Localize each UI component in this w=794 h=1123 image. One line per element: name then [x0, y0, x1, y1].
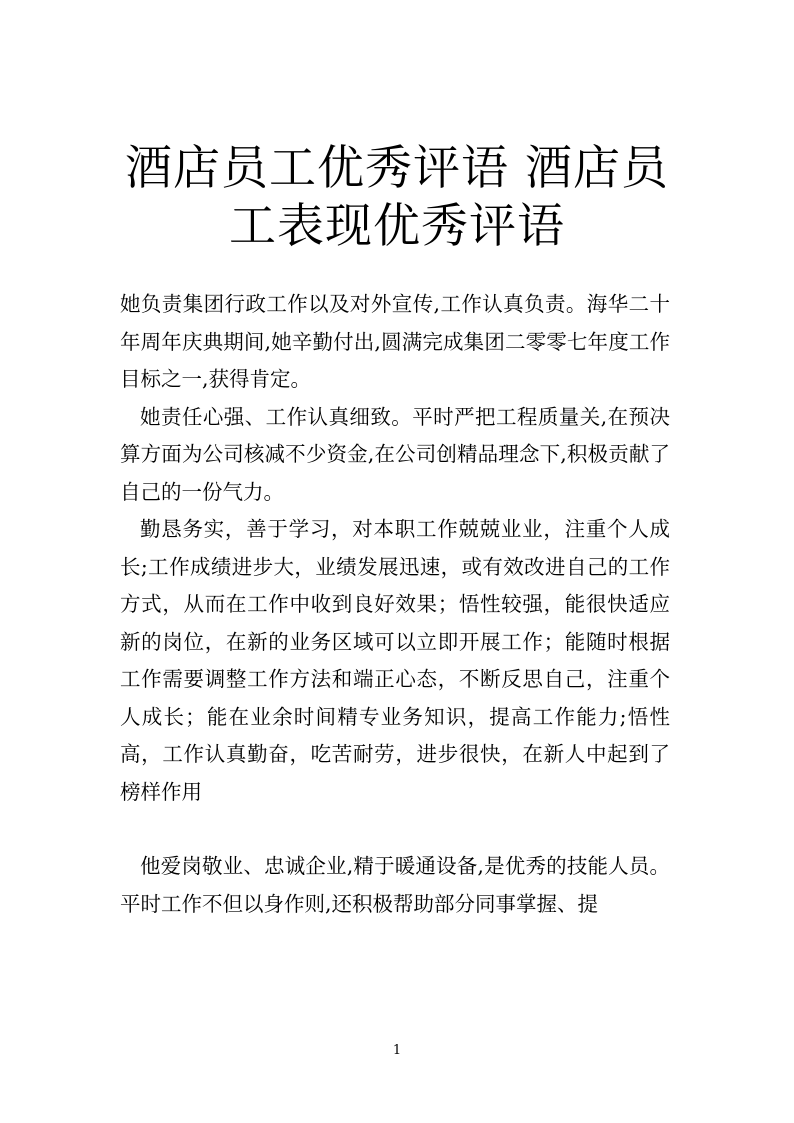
- document-title: 酒店员工优秀评语 酒店员工表现优秀评语: [125, 141, 669, 254]
- page-number: 1: [392, 1043, 402, 1058]
- paragraph-3: 勤恳务实，善于学习，对本职工作兢兢业业，注重个人成长;工作成绩进步大，业绩发展迅速，或有效改进自己的工作方式，从而在工作中收到良好效果；悟性较强，能很快适应新的岗位，在新的业务区域可以立即开展工作；能随时根据工作需要调整工作方法和端正心态，不断反思自己，注重个人成长；能在业余时间精专业务知识，提高工作能力;悟性高，工作认真勤奋，吃苦耐劳，进步很快，在新人中起到了榜样作用: [120, 517, 670, 804]
- paragraph-2: 她责任心强、工作认真细致。平时严把工程质量关,在预决算方面为公司核减不少资金,在公司创精品理念下,积极贡献了自己的一份气力。: [120, 404, 670, 504]
- document-body: [120, 286, 670, 923]
- paragraph-4: 他爱岗敬业、忠诚企业,精于暖通设备,是优秀的技能人员。平时工作不但以身作则,还积极帮助部分同事掌握、提: [120, 854, 670, 916]
- paragraph-1: 她负责集团行政工作以及对外宣传,工作认真负责。海华二十年周年庆典期间,她辛勤付出,圆满完成集团二零零七年度工作目标之一,获得肯定。: [120, 292, 670, 391]
